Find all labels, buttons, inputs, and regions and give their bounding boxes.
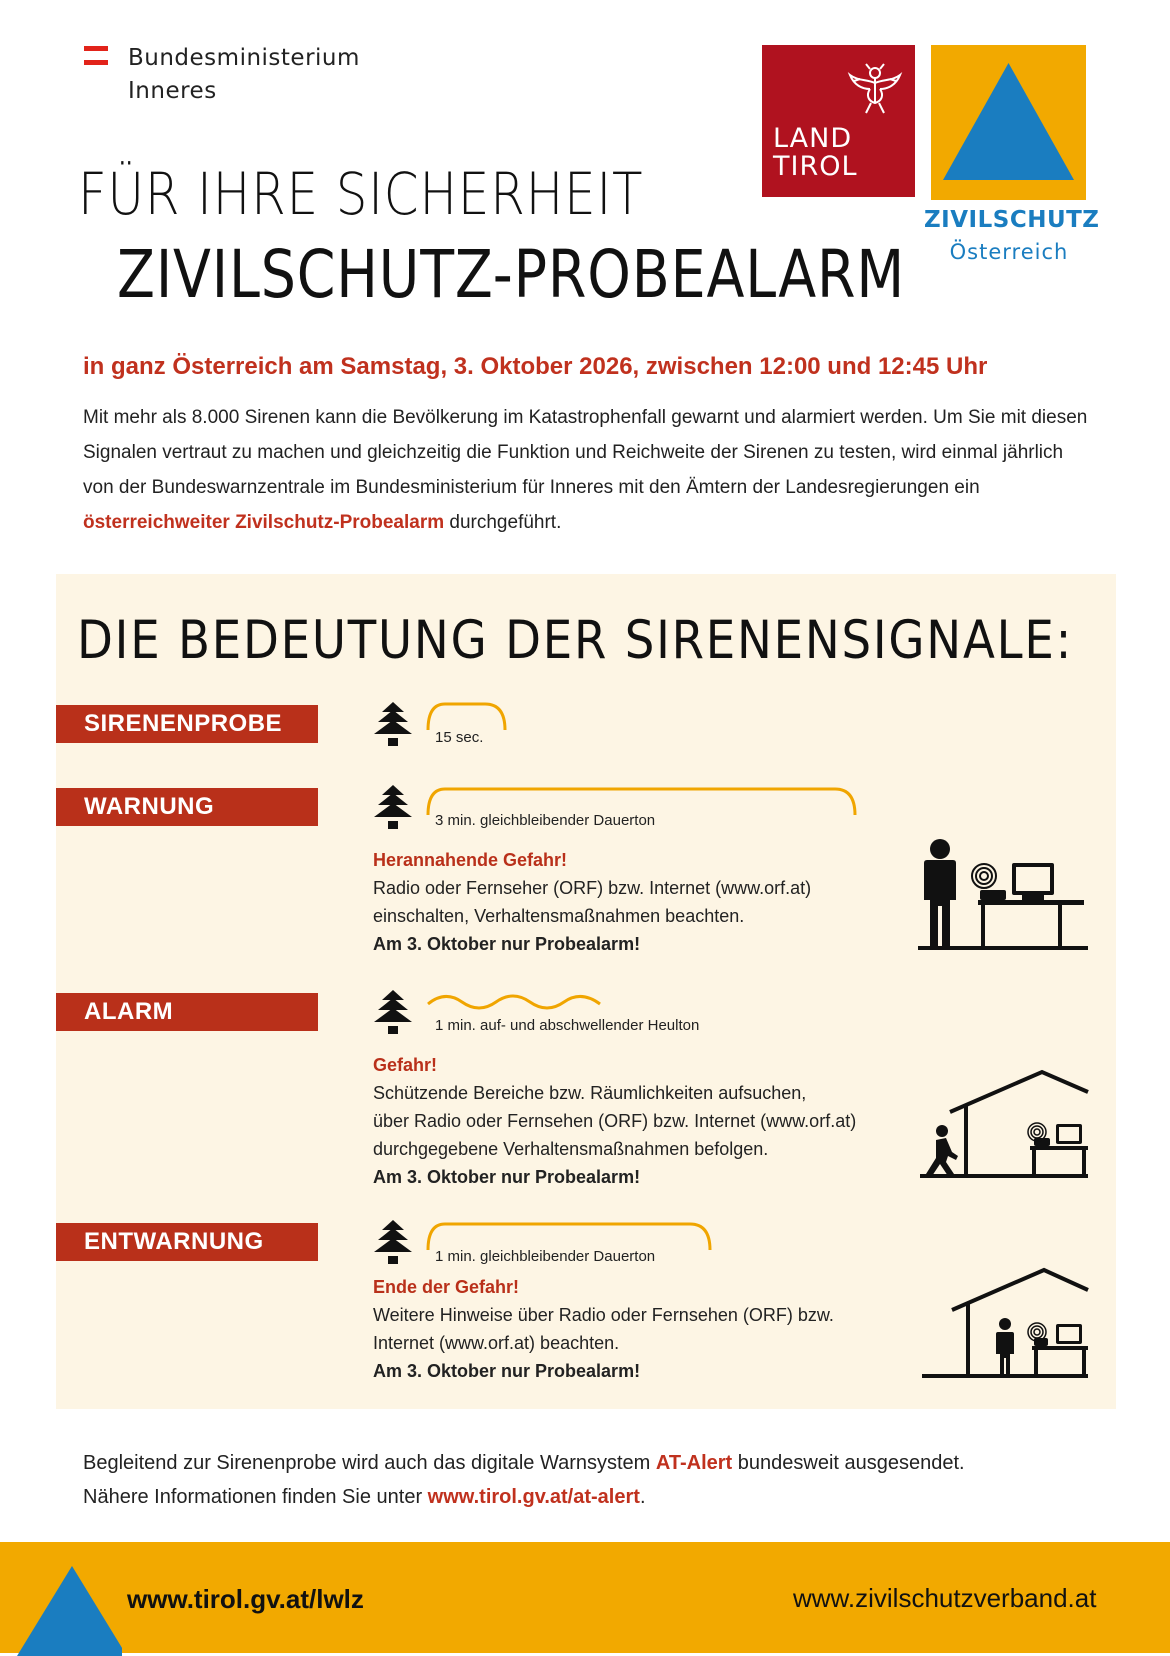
alarm-note: Am 3. Oktober nur Probealarm! (373, 1167, 641, 1187)
zivilschutz-country: Österreich (949, 240, 1069, 264)
label-sirenenprobe: SIRENENPROBE (56, 705, 318, 743)
signals-title: DIE BEDEUTUNG DER SIRENENSIGNALE: (77, 610, 1074, 671)
at-alert-link[interactable]: www.tirol.gv.at/at-alert (427, 1486, 640, 1508)
alarm-line: Schützende Bereiche bzw. Räumlichkeiten aufsuchen, (373, 1083, 807, 1103)
footer-line1 (83, 1446, 965, 1480)
intro-highlight: österreichweiter Zivilschutz-Probealarm (83, 512, 445, 533)
warnung-note: Am 3. Oktober nur Probealarm! (373, 934, 641, 954)
entwarnung-info (373, 1273, 834, 1385)
tone-entwarnung: 1 min. gleichbleibender Dauerton (435, 1248, 656, 1265)
tirol-wordmark (773, 125, 858, 181)
label-entwarnung: ENTWARNUNG (56, 1223, 318, 1261)
warnung-line: Radio oder Fernseher (ORF) bzw. Internet (www.orf.at) (373, 878, 812, 898)
alarm-info (373, 1051, 856, 1191)
alarm-heading: Gefahr! (373, 1055, 438, 1075)
alarm-line: durchgegebene Verhaltensmaßnahmen befolgen. (373, 1139, 769, 1159)
title-line2: ZIVILSCHUTZ-PROBEALARM (117, 236, 906, 313)
siren-icon (372, 988, 414, 1036)
entwarnung-line: Internet (www.orf.at) beachten. (373, 1333, 620, 1353)
intro-text-before: Mit mehr als 8.000 Sirenen kann die Bevölkerung im Katastrophenfall gewarnt und alarmiert werden. Um Sie mit diesen Signalen vertraut zu machen und gleichzeitig die Funktion und Reichweite der Sirenen zu testen, wird einmal jährlich von der Bundeswarnzentrale im Bundesministerium für Inneres mit den Ämtern der Landesregierungen ein (83, 407, 1088, 498)
zivilschutz-logo (931, 45, 1086, 200)
land-tirol-logo (762, 45, 915, 197)
footer-line2 (83, 1480, 965, 1514)
date-line: in ganz Österreich am Samstag, 3. Oktober 2026, zwischen 12:00 und 12:45 Uhr (83, 353, 988, 380)
label-warnung: WARNUNG (56, 788, 318, 826)
siren-icon (372, 1218, 414, 1266)
tone-warnung: 3 min. gleichbleibender Dauerton (435, 812, 656, 829)
tirol-line2: TIROL (773, 151, 858, 182)
intro-paragraph (83, 400, 1093, 540)
tirol-line1: LAND (773, 123, 853, 154)
warnung-info (373, 846, 811, 958)
footer-line2-after: . (639, 1486, 646, 1508)
zivilschutz-triangle-icon (12, 1566, 122, 1656)
tirol-eagle-icon (846, 59, 904, 117)
zivilschutz-word: ZIVILSCHUTZ (924, 207, 1100, 233)
person-radio-tv-icon (918, 836, 1088, 951)
entwarnung-note: Am 3. Oktober nur Probealarm! (373, 1361, 641, 1381)
url-tirol-lwlz[interactable]: www.tirol.gv.at/lwlz (127, 1584, 364, 1614)
footer-line1-after: bundesweit ausgesendet. (732, 1452, 965, 1474)
warnung-heading: Herannahende Gefahr! (373, 850, 568, 870)
tone-sirenenprobe: 15 sec. (435, 729, 484, 746)
intro-text-after: durchgeführt. (444, 512, 562, 533)
ministry-name (128, 42, 360, 108)
entwarnung-heading: Ende der Gefahr! (373, 1277, 520, 1297)
footer-line1-before: Begleitend zur Sirenenprobe wird auch das digitale Warnsystem (83, 1452, 656, 1474)
footer-line2-before: Nähere Informationen finden Sie unter (83, 1486, 428, 1508)
alarm-line: über Radio oder Fernsehen (ORF) bzw. Internet (www.orf.at) (373, 1111, 857, 1131)
url-zivilschutzverband[interactable]: www.zivilschutzverband.at (793, 1583, 1097, 1613)
at-alert-highlight: AT-Alert (655, 1452, 733, 1474)
ministry-line2: Inneres (128, 78, 217, 104)
entwarnung-line: Weitere Hinweise über Radio oder Fernsehen (ORF) bzw. (373, 1305, 834, 1325)
austria-flag-icon (84, 46, 108, 66)
ministry-line1: Bundesministerium (128, 45, 360, 71)
person-entering-house-icon (920, 1068, 1090, 1180)
zivilschutz-triangle-icon (931, 45, 1086, 200)
footer-note (83, 1446, 965, 1514)
tone-alarm: 1 min. auf- und abschwellender Heulton (435, 1017, 700, 1034)
person-inside-house-icon (922, 1266, 1090, 1380)
label-alarm: ALARM (56, 993, 318, 1031)
tone-curve-alarm (425, 990, 605, 1014)
siren-icon (372, 783, 414, 831)
title-line1: FÜR IHRE SICHERHEIT (78, 160, 644, 228)
siren-icon (372, 700, 414, 748)
warnung-line: einschalten, Verhaltensmaßnahmen beachten. (373, 906, 745, 926)
